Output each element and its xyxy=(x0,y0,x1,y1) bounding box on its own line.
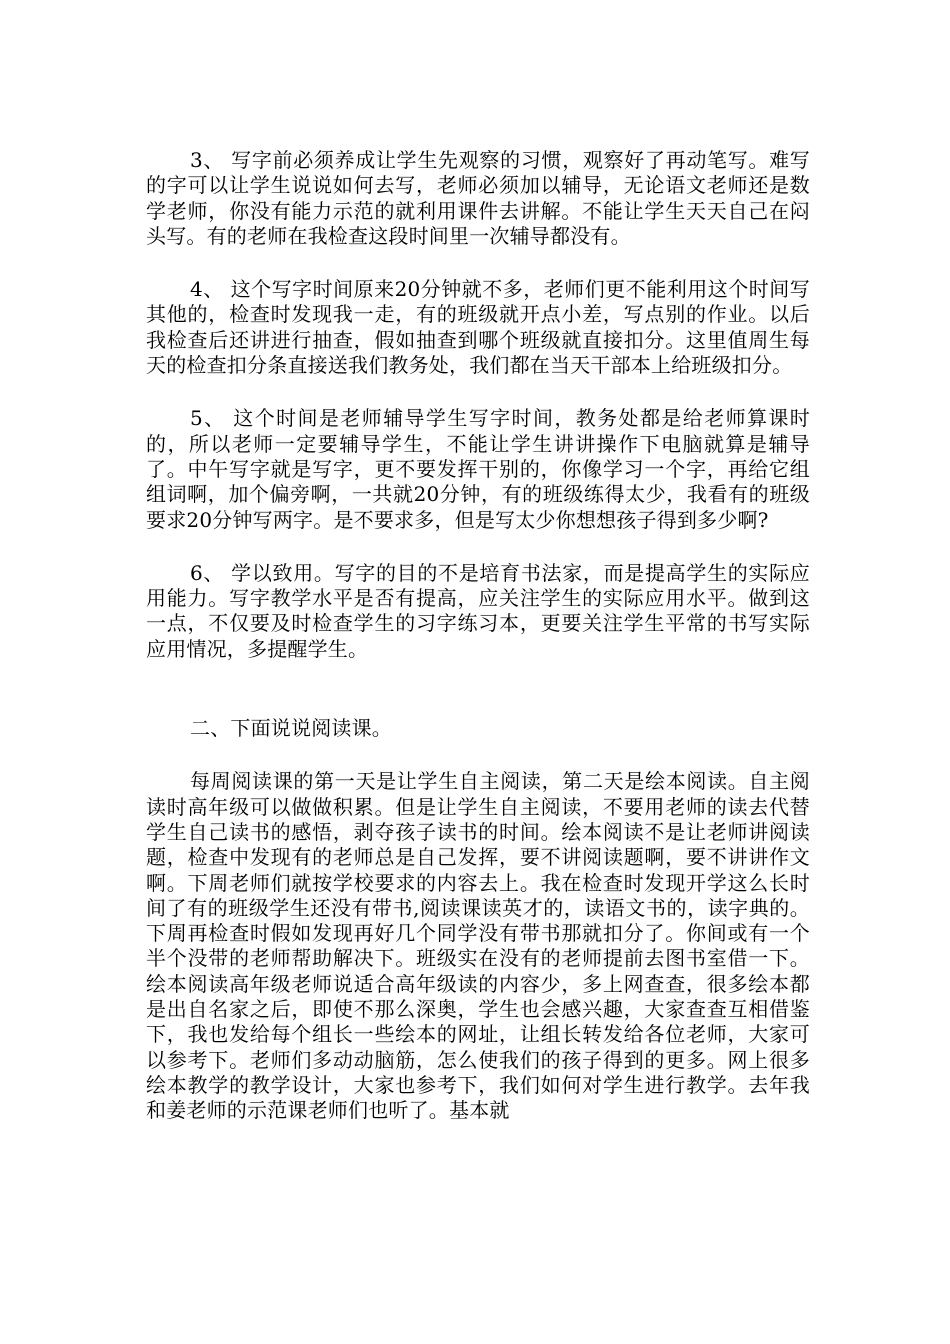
section-spacer xyxy=(146,662,810,716)
reading-paragraph: 每周阅读课的第一天是让学生自主阅读，第二天是绘本阅读。自主阅读时高年级可以做做积累。但是让学生自主阅读，不要用老师的读去代替学生自己读书的感悟，剥夺孩子读书的时间。绘本阅读不是让老师讲阅读题，检查中发现有的老师总是自己发挥，要不讲阅读题啊，要不讲讲作文啊。下周老师们就按学校要求的内容去上。我在检查时发现开学这么长时间了有的班级学生还没有带书,阅读课读英才的，读语文书的，读字典的。下周再检查时假如发现再好几个同学没有带书那就扣分了。你间或有一个半个没带的老师帮助解决下。班级实在没有的老师提前去图书室借一下。绘本阅读高年级老师说适合高年级读的内容少，多上网查查，很多绘本都是出自名家之后，即使不那么深奥，学生也会感兴趣，大家查查互相借鉴下，我也发给每个组长一些绘本的网址，让组长转发给各位老师，大家可以参考下。老师们多动动脑筋，怎么使我们的孩子得到的更多。网上很多绘本教学的教学设计，大家也参考下，我们如何对学生进行教学。去年我和姜老师的示范课老师们也听了。基本就 xyxy=(146,769,810,1123)
paragraph-spacer xyxy=(146,378,810,406)
section-heading: 二、下面说说阅读课。 xyxy=(190,716,392,741)
paragraph-item-5: 5、 这个时间是老师辅导学生写字时间，教务处都是给老师算课时的，所以老师一定要辅导学生，不能让学生讲讲操作下电脑就算是辅导了。中午写字就是写字，更不要发挥干别的，你像学习一个字，再给它组组词啊，加个偏旁啊，一共就20分钟，有的班级练得太少，我看有的班级要求20分钟写两字。是不要求多，但是写太少你想想孩子得到多少啊? xyxy=(146,406,810,532)
paragraph-item-6: 6、 学以致用。写字的目的不是培育书法家，而是提高学生的实际应用能力。写字教学水平是否有提高，应关注学生的实际应用水平。做到这一点，不仅要及时检查学生的习字练习本，更要关注学生平常的书写实际应用情况，多提醒学生。 xyxy=(146,560,810,661)
paragraph-spacer xyxy=(146,741,810,769)
paragraph-spacer xyxy=(146,249,810,277)
document-page xyxy=(146,148,810,1124)
paragraph-item-4: 4、 这个写字时间原来20分钟就不多，老师们更不能利用这个时间写其他的，检查时发现我一走，有的班级就开点小差，写点别的作业。以后我检查后还讲进行抽查，假如抽查到哪个班级就直接扣分。这里值周生每天的检查扣分条直接送我们教务处，我们都在当天干部本上给班级扣分。 xyxy=(146,277,810,378)
paragraph-item-3: 3、 写字前必须养成让学生先观察的习惯，观察好了再动笔写。难写的字可以让学生说说如何去写，老师必须加以辅导，无论语文老师还是数学老师，你没有能力示范的就利用课件去讲解。不能让学生天天自己在闷头写。有的老师在我检查这段时间里一次辅导都没有。 xyxy=(146,148,810,248)
paragraph-spacer xyxy=(146,533,810,561)
